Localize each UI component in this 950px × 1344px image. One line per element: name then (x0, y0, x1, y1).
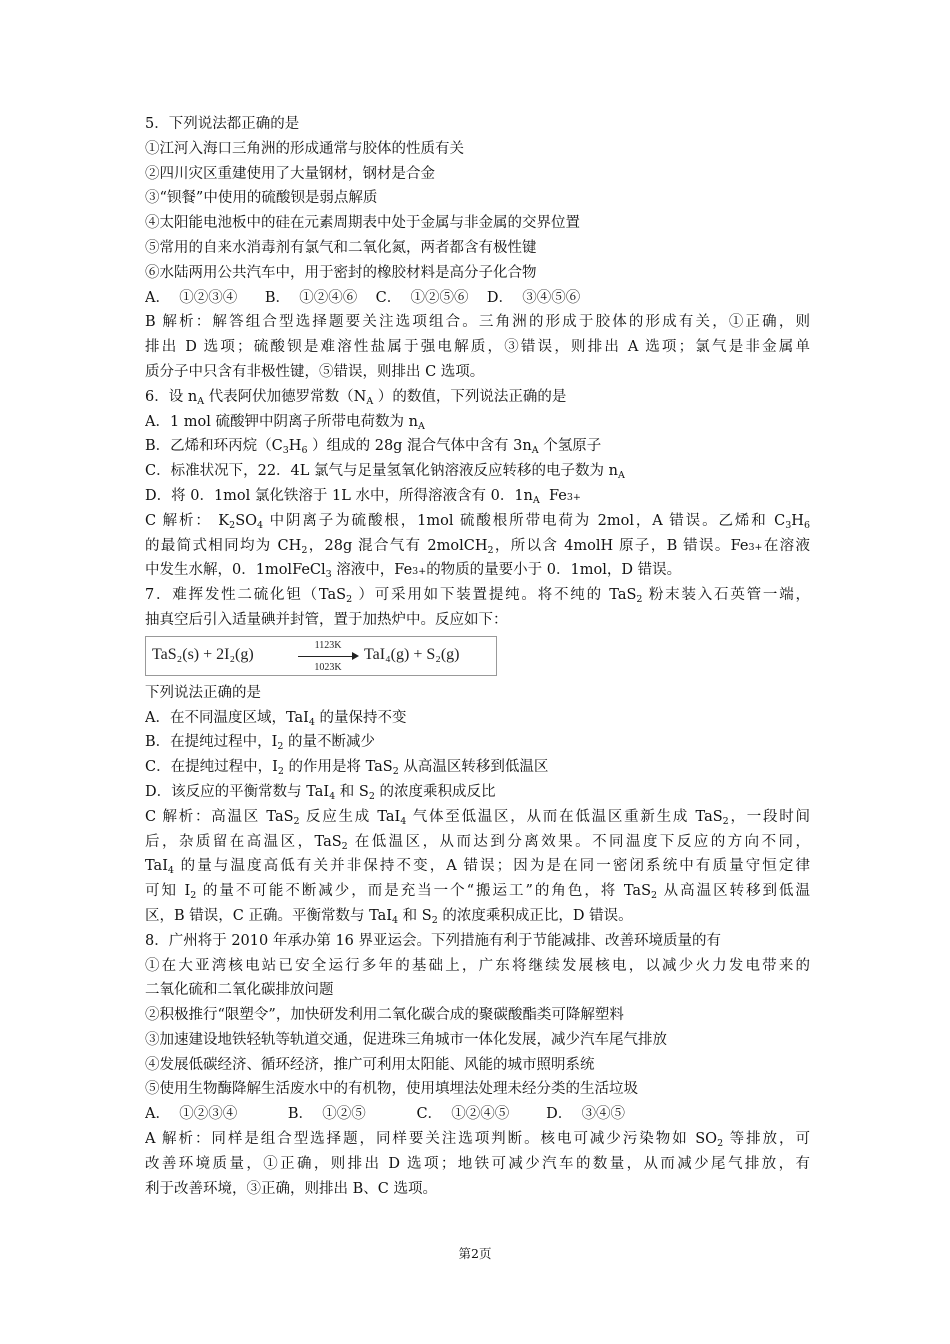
q5-analysis-2: 排出 D 选项；硫酸钡是难溶性盐属于强电解质，③错误，则排出 A 选项；氯气是非金属单 (145, 339, 810, 356)
equation-condition-bottom: 1023K (314, 661, 342, 673)
q6-option-d: D．将 0．1mol 氯化铁溶于 1L 水中，所得溶液含有 0．$1n_A$ Fe3+ (145, 487, 581, 506)
q8-analysis-1: A 解析：同样是组合型选择题，同样要关注选项判断。核电可减少污染物如 $SO_2$ 等排放，可 (145, 1131, 810, 1150)
q7-option-b: B．在提纯过程中，$I_2$ 的量不断减少 (145, 734, 376, 753)
q6-analysis-1: C 解析： $K_2SO_4$ 中阴离子为硫酸根，1mol 硫酸根所带电荷为 2mol，A 错误。乙烯和 $C_3H_6$ (145, 512, 810, 531)
equilibrium-arrow (296, 640, 360, 674)
q5-item-2: ②四川灾区重建使用了大量钢材，钢材是合金 (145, 165, 435, 182)
q5-item-5: ⑤常用的自来水消毒剂有氯气和二氧化氮，两者都含有极性键 (145, 239, 537, 256)
q7-option-a: A．在不同温度区域，TaI$_4$ 的量保持不变 (145, 709, 407, 728)
q5-title: 5．下列说法都正确的是 (145, 116, 300, 132)
q5-item-4: ④太阳能电池板中的硅在元素周期表中处于金属与非金属的交界位置 (145, 215, 580, 232)
q8-title: 8．广州将于 2010 年承办第 16 界亚运会。下列措施有利于节能减排、改善环境质量的有 (145, 932, 722, 949)
q6-title: 6．设 $n_A$ 代表阿伏加德罗常数（$N_A$ ）的数值，下列说法正确的是 (145, 388, 567, 407)
q7-analysis-5: 区，B 错误，C 正确。平衡常数与 TaI$_4$ 和 $S_2$ 的浓度乘积成正比，D 错误。 (145, 907, 633, 926)
q7-option-c: C．在提纯过程中，$I_2$ 的作用是将 TaS$_2$ 从高温区转移到低温区 (145, 759, 549, 778)
q8-analysis-3: 利于改善环境，③正确，则排出 B、C 选项。 (145, 1180, 437, 1197)
q5-analysis-3: 质分子中只含有非极性键，⑤错误，则排出 C 选项。 (145, 363, 485, 380)
arrow-line (298, 656, 356, 657)
equation-products: TaI₄(g) + S₂(g) (364, 645, 460, 663)
q8-item-4: ④发展低碳经济、循环经济，推广可利用太阳能、风能的城市照明系统 (145, 1056, 595, 1073)
q8-item-1b: 二氧化硫和二氧化碳排放问题 (145, 982, 334, 999)
arrow-head-icon (352, 652, 359, 660)
q8-item-2: ②积极推行“限塑令”，加快研发利用二氧化碳合成的聚碳酸酯类可降解塑料 (145, 1007, 624, 1024)
q7-analysis-2: 后，杂质留在高温区，TaS$_2$ 在低温区，从而达到分离效果。不同温度下反应的方向不同， (145, 833, 810, 852)
q6-analysis-2: 的最简式相同均为 $CH_2$，28g 混合气有 2molCH$_2$，所以含 4molH 原子，B 错误。Fe3+在溶液 (145, 537, 810, 556)
q5-options: A． ①②③④ B． ①②④⑥ C． ①②⑤⑥ D． ③④⑤⑥ (145, 289, 581, 306)
q6-option-c: C．标准状况下，22．4L 氯气与足量氢氧化钠溶液反应转移的电子数为 $n_A$ (145, 463, 625, 482)
q8-item-1a: ①在大亚湾核电站已安全运行多年的基础上，广东将继续发展核电，以减少火力发电带来的 (145, 957, 810, 974)
q5-item-6: ⑥水陆两用公共汽车中，用于密封的橡胶材料是高分子化合物 (145, 264, 537, 281)
equation-condition-top: 1123K (314, 639, 342, 651)
q7-analysis-1: C 解析：高温区 TaS$_2$ 反应生成 TaI$_4$ 气体至低温区，从而在低温区重新生成 TaS$_2$，一段时间 (145, 808, 810, 827)
q6-option-a: A．1 mol 硫酸钾中阴离子所带电荷数为 $n_A$ (145, 413, 425, 432)
q7-analysis-4: 可知 $I_2$ 的量不可能不断减少，而是充当一个“搬运工”的角色，将 TaS$_2$ 从高温区转移到低温 (145, 883, 810, 902)
q7-analysis-3: TaI$_4$ 的量与温度高低有关并非保持不变，A 错误；因为是在同一密闭系统中有质量守恒定律 (145, 858, 810, 877)
q7-stem-2: 抽真空后引入适量碘并封管，置于加热炉中。反应如下： (145, 611, 508, 628)
q8-item-5: ⑤使用生物酶降解生活废水中的有机物，使用填埋法处理未经分类的生活垃圾 (145, 1081, 638, 1098)
page-number: 第2页 (458, 1246, 492, 1261)
equation-reactants: TaS₂(s) + 2I₂(g) (152, 645, 254, 663)
q8-options: A． ①②③④ B． ①②⑤ C． ①②④⑤ D． ③④⑤ (145, 1106, 625, 1123)
q5-analysis-1: B 解析：解答组合型选择题要关注选项组合。三角洲的形成于胶体的形成有关，①正确，则 (145, 314, 810, 331)
q5-item-1: ①江河入海口三角洲的形成通常与胶体的性质有关 (145, 140, 464, 157)
page-content (145, 112, 810, 1201)
q8-analysis-2: 改善环境质量，①正确，则排出 D 选项；地铁可减少汽车的数量，从而减少尾气排放，有 (145, 1155, 810, 1172)
q7-question: 下列说法正确的是 (145, 684, 261, 701)
q7-stem-1: 7．难挥发性二硫化钽（TaS$_2$ ）可采用如下装置提纯。将不纯的 TaS$_2$ 粉末装入石英管一端， (145, 587, 810, 606)
reaction-equation (145, 636, 497, 676)
q6-option-b: B．乙烯和环丙烷（$C_3H_6$ ）组成的 28g 混合气体中含有 $3n_A$ 个氢原子 (145, 438, 602, 457)
q7-option-d: D．该反应的平衡常数与 TaI$_4$ 和 $S_2$ 的浓度乘积成反比 (145, 783, 496, 802)
q5-item-3: ③“钡餐”中使用的硫酸钡是弱点解质 (145, 190, 378, 207)
q8-item-3: ③加速建设地铁轻轨等轨道交通，促进珠三角城市一体化发展，减少汽车尾气排放 (145, 1031, 667, 1048)
q6-analysis-3: 中发生水解，0．1molFeCl$_3$ 溶液中，Fe3+的物质的量要小于 0．1mol，D 错误。 (145, 562, 682, 581)
